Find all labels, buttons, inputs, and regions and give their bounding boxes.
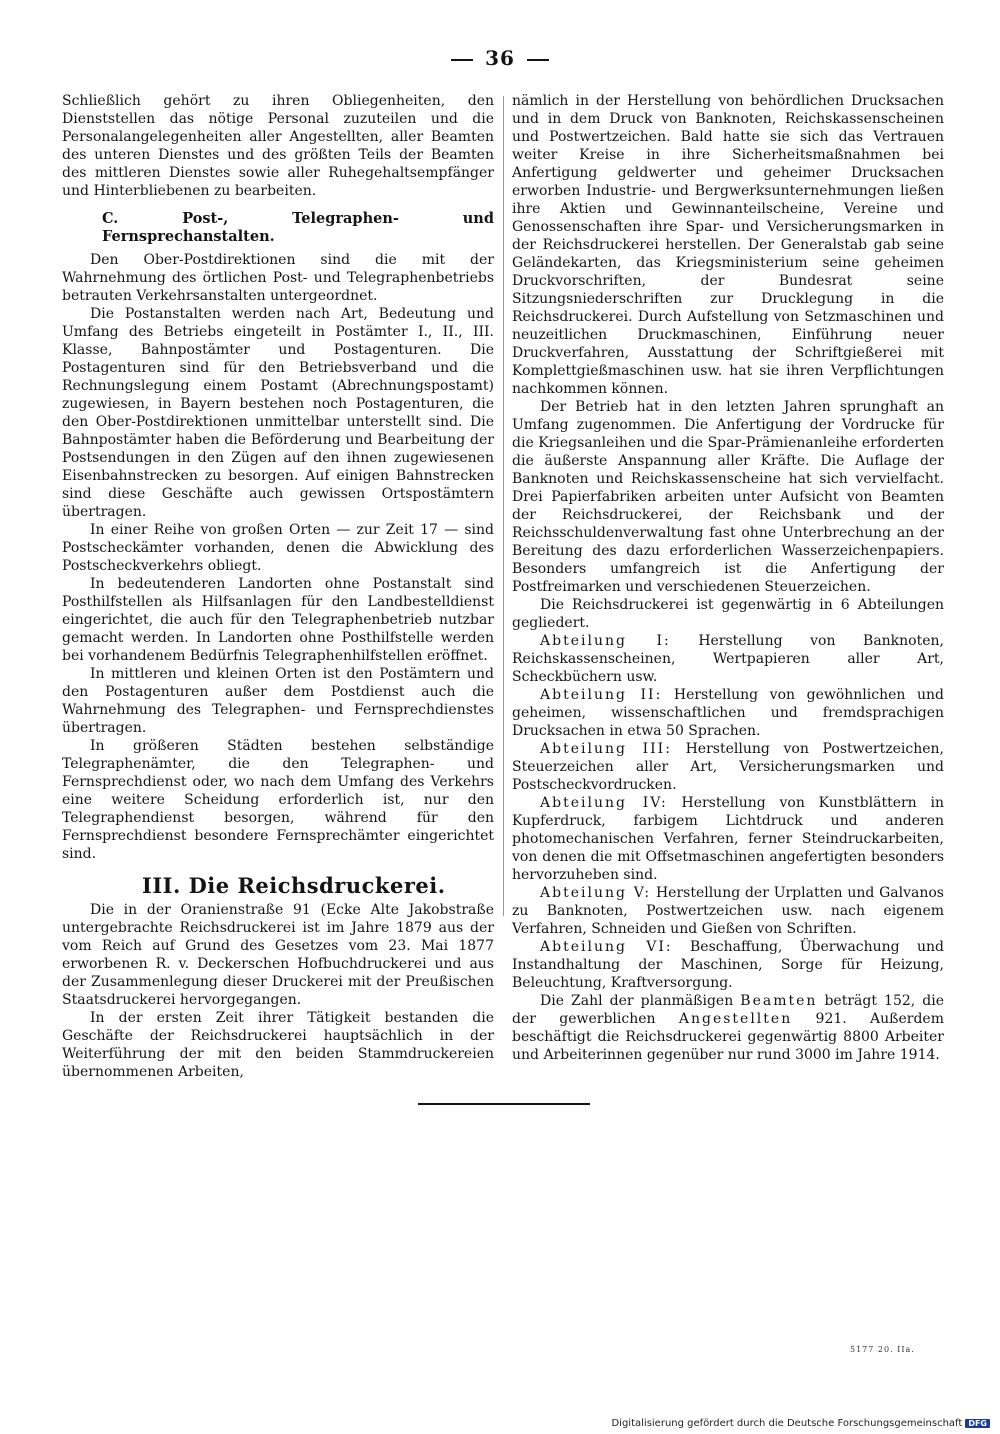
paragraph: Der Betrieb hat in den letzten Jahren sprunghaft an Umfang zugenommen. Die Anfertigung der Vordrucke für die Kriegsanleihen und die Spar-Prämienanleihe erforderten die äußerste Anspannung aller Kräfte. Die Auflage der Banknoten und Reichskassenscheine hat sich vervielfacht. Drei Papierfabriken arbeiten unter Aufsicht von Beamten der Reichsdruckerei, der Reichsbank und der Reichsschuldenverwaltung fast ohne Unterbrechung an der Bereitung des dazu erforderlichen Wasserzeichenpapiers. Besonders umfangreich ist die Anfertigung der Postfreimarken und verschiedenen Steuerzeichen. [512, 399, 944, 595]
paragraph: In einer Reihe von großen Orten — zur Zeit 17 — sind Postscheckämter vorhanden, denen die Abwicklung des Postscheckverkehrs obliegt. [62, 522, 494, 574]
dash-right [527, 59, 549, 61]
right-column [512, 92, 944, 1064]
department-label: Abteilung II: [540, 687, 663, 703]
column-divider [503, 96, 504, 916]
paragraph: Den Ober-Postdirektionen sind die mit der Wahrnehmung des örtlichen Post- und Telegraphenbetriebs betrauten Verkehrsanstalten untergeordnet. [62, 252, 494, 304]
dash-left [451, 59, 473, 61]
staff-paragraph [512, 992, 944, 1064]
paragraph: In bedeutenderen Landorten ohne Postanstalt sind Posthilfstellen als Hilfsanlagen für den Landbestelldienst eingerichtet, die auch für den Telegraphenbetrieb nutzbar gemacht werden. In Landorten ohne Posthilfstelle werden bei vorhandenem Bedürfnis Telegraphenhilfstellen eröffnet. [62, 576, 494, 664]
department-1 [512, 632, 944, 686]
paragraph: Schließlich gehört zu ihren Obliegenheiten, den Dienststellen das nötige Personal zuzuteilen und die Personalangelegenheiten aller Angestellten, aller Beamten des unteren Dienstes und des größten Teils der Beamten des mittleren Dienstes sowie aller Ruhegehaltsempfänger und Hinterbliebenen zu bearbeiten. [62, 93, 494, 199]
footer-text: Digitalisierung gefördert durch die Deutsche Forschungsgemeinschaft [611, 1418, 963, 1429]
printer-code: 5177 20. IIa. [850, 1345, 915, 1354]
department-label: Abteilung I: [540, 633, 671, 649]
text-run: 921. Außerdem beschäftigt die Reichsdruckerei gegenwärtig 8800 Arbeiter und Arbeiterinnen gegenüber nur rund 3000 im Jahre 1914. [512, 1011, 944, 1063]
page-number [0, 46, 1000, 70]
paragraph: nämlich in der Herstellung von behördlichen Drucksachen und in dem Druck von Banknoten, Reichskassenscheinen und Postwertzeichen. Bald hatte sie sich das Vertrauen weiter Kreise in ihre Sicherheitsmaßnahmen bei Anfertigung geldwerter und geheimer Drucksachen erworben Industrie- und Bergwerksunternehmungen ließen ihre Aktien und Gewinnanteilscheine, Vereine und Genossenschaften ihre Spar- und Versicherungsmarken in der Reichsdruckerei herstellen. Der Generalstab gab seine Geländekarten, das Kriegsministerium seine geheimen Druckvorschriften, der Bundesrat seine Sitzungsniederschriften zur Drucklegung in die Reichsdruckerei. Durch Aufstellung von Setzmaschinen und neuzeitlichen Druckmaschinen, Einführung neuer Druckverfahren, Ausstattung der Schriftgießerei mit Komplettgießmaschinen usw. hat sie ihren Verpflichtungen nachkommen können. [512, 93, 944, 397]
emphasis-beamten: Beamten [740, 993, 818, 1009]
paragraph: In größeren Städten bestehen selbständige Telegraphenämter, die den Telegraphen- und Fernsprechdienst oder, wo nach dem Umfang des Verkehrs eine weitere Scheidung erforderlich ist, nur den Telegraphendienst besorgen, während für den Fernsprechdienst besondere Fernsprechämter eingerichtet sind. [62, 738, 494, 862]
department-text: Herstellung von Banknoten, Reichskassenscheinen, Wertpapieren aller Art, Scheckbüchern usw. [512, 633, 944, 685]
department-text: Beschaffung, Überwachung und Instandhaltung der Maschinen, Sorge für Heizung, Beleuchtung, Kraftversorgung. [512, 939, 944, 991]
paragraph: Die in der Oranienstraße 91 (Ecke Alte Jakobstraße untergebrachte Reichsdruckerei ist im Jahre 1879 aus der vom Reich auf Grund des Gesetzes vom 23. Mai 1877 erworbenen R. v. Deckerschen Hofbuchdruckerei und aus der Zusammenlegung dieser Druckerei mit der Preußischen Staatsdruckerei hervorgegangen. [62, 902, 494, 1008]
emphasis-angestellten: Angestellten [678, 1011, 793, 1027]
department-5 [512, 884, 944, 938]
department-label: Abteilung V: [540, 885, 652, 901]
paragraph: Die Postanstalten werden nach Art, Bedeutung und Umfang des Betriebs eingeteilt in Postämter I., II., III. Klasse, Bahnpostämter und Postagenturen. Die Postagenturen sind für den Betriebsverband und die Rechnungslegung einem Postamt (Abrechnungspostamt) zugewiesen, in Bayern bestehen noch Postagenturen, die den Ober-Postdirektionen unmittelbar unterstellt sind. Die Bahnpostämter haben die Beförderung und Bearbeitung der Postsendungen in den Zügen auf den ihnen zugewiesenen Eisenbahnstrecken zu besorgen. Auf einigen Bahnstrecken sind diese Geschäfte auch gewissen Ortspostämtern übertragen. [62, 306, 494, 520]
paragraph: In der ersten Zeit ihrer Tätigkeit bestanden die Geschäfte der Reichsdruckerei hauptsächlich in der Weiterführung der mit den beiden Stammdruckereien übernommenen Arbeiten, [62, 1010, 494, 1080]
department-text: Herstellung der Urplatten und Galvanos zu Banknoten, Postwertzeichen usw. nach eigenem Verfahren, Schneiden und Gießen von Schriften. [512, 885, 944, 937]
page-number-text: 36 [485, 46, 515, 70]
digitization-footer [610, 1418, 990, 1429]
department-2 [512, 686, 944, 740]
dfg-logo-icon: DFG [965, 1419, 990, 1428]
text-run: Die Zahl der planmäßigen [540, 993, 741, 1009]
department-6 [512, 938, 944, 992]
department-label: Abteilung III: [540, 741, 672, 757]
department-label: Abteilung IV: [540, 795, 668, 811]
department-label: Abteilung VI: [540, 939, 673, 955]
paragraph: Die Reichsdruckerei ist gegenwärtig in 6 Abteilungen gegliedert. [512, 597, 944, 631]
department-4 [512, 794, 944, 884]
department-text: Herstellung von gewöhnlichen und geheimen, wissenschaftlichen und fremdsprachigen Drucksachen in etwa 50 Sprachen. [512, 687, 944, 739]
department-3 [512, 740, 944, 794]
text-run: beträgt 152, die der gewerblichen [512, 993, 944, 1027]
chapter-heading-iii: III. Die Reichsdruckerei. [142, 873, 446, 898]
department-text: Herstellung von Postwertzeichen, Steuerzeichen aller Art, Versicherungsmarken und Postscheckvordrucken. [512, 741, 944, 793]
end-rule [418, 1103, 590, 1105]
left-column [62, 92, 494, 1081]
paragraph: In mittleren und kleinen Orten ist den Postämtern und den Postagenturen außer dem Postdienst auch die Wahrnehmung des Telegraphen- und Fernsprechdienstes übertragen. [62, 666, 494, 736]
department-text: Herstellung von Kunstblättern in Kupferdruck, farbigem Lichtdruck und anderen photomechanischen Verfahren, ferner Steindruckarbeiten, von denen die mit Offsetmaschinen angefertigten besonders hervorzuheben sind. [512, 795, 944, 883]
section-heading-c: C. Post-, Telegraphen- und Fernsprechanstalten. [102, 210, 494, 245]
